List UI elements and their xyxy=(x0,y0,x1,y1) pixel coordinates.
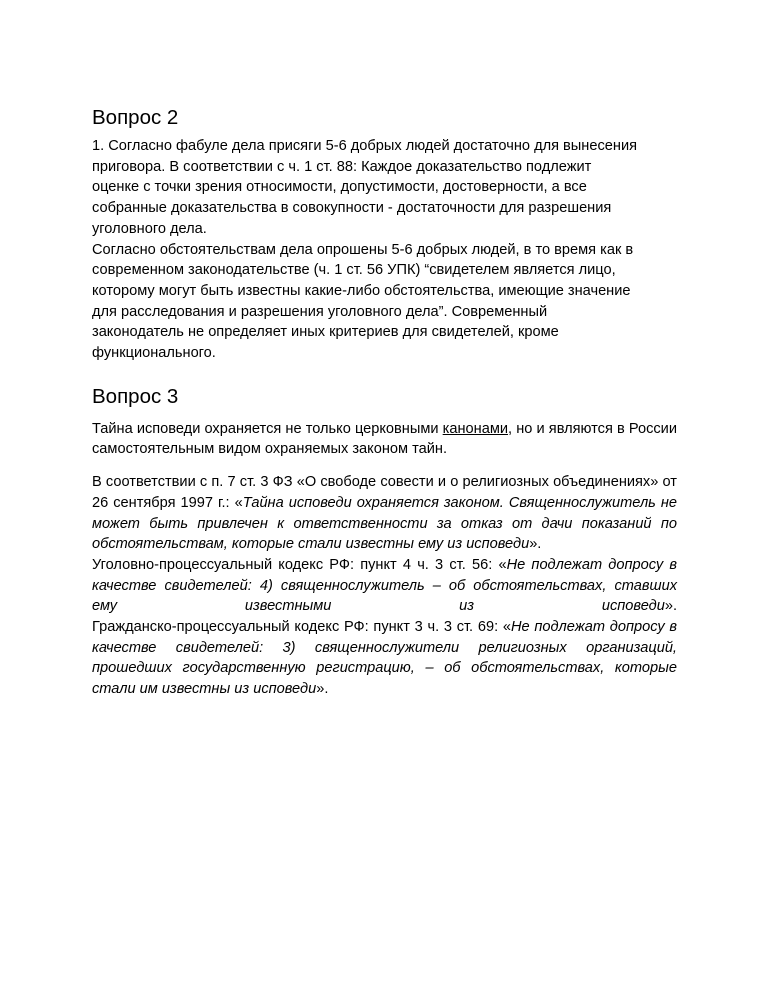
upk-text-after: ». xyxy=(664,598,677,615)
text-line: приговора. В соответствии с ч. 1 ст. 88: Каждое доказательство подлежит xyxy=(92,158,592,175)
upk-paragraph xyxy=(92,555,677,617)
text-line: собранные доказательства в совокупности - достаточности для разрешения xyxy=(92,200,612,217)
text-line: 1. Согласно фабуле дела присяги 5-6 добрых людей достаточно для вынесения xyxy=(92,138,637,154)
gpk-paragraph xyxy=(92,617,677,700)
text-line: которому могут быть известны какие-либо обстоятельства, имеющие значение xyxy=(92,282,631,299)
text-line: уголовного дела. xyxy=(92,220,207,237)
text-line: для расследования и разрешения уголовного дела”. Современный xyxy=(92,303,548,320)
heading-question-3: Вопрос 3 xyxy=(92,384,179,408)
text-line: функционального. xyxy=(92,345,216,362)
heading-question-2: Вопрос 2 xyxy=(92,106,179,129)
gpk-text-before: Гражданско-процессуальный кодекс РФ: пункт 3 ч. 3 ст. 69: « xyxy=(92,619,511,636)
text-line: оценке с точки зрения относимости, допустимости, достоверности, а все xyxy=(92,179,587,196)
text-line: законодатель не определяет иных критериев для свидетелей, кроме xyxy=(92,324,559,341)
question-2-body xyxy=(92,136,677,364)
text-line: Согласно обстоятельствам дела опрошены 5-6 добрых людей, в то время как в xyxy=(92,241,634,258)
fz-text-after: ». xyxy=(529,536,542,553)
text-line: современном законодательстве (ч. 1 ст. 56 УПК) “свидетелем является лицо, xyxy=(92,262,616,279)
fz-text-before: В соответствии с п. 7 ст. 3 ФЗ «О свободе совести и о религиозных объединениях» от 26 сентября 1997 г.: « xyxy=(92,474,677,511)
document-page xyxy=(92,104,677,700)
intro-paragraph xyxy=(92,419,677,460)
intro-text-before: Тайна исповеди охраняется не только церковными xyxy=(92,420,443,437)
canons-link[interactable]: канонами xyxy=(442,420,509,437)
fz-quote: Тайна исповеди охраняется законом. Священнослужитель не может быть привлечен к ответственности за отказ от дачи показаний по обстоятельствам, которые стали известны ему из исповеди xyxy=(92,494,677,553)
gpk-text-after: ». xyxy=(316,681,329,698)
upk-quote: Не подлежат допросу в качестве свидетелей: 4) священнослужитель – об обстоятельствах, ставших ему известными из исповеди xyxy=(92,556,677,615)
upk-text-before: Уголовно-процессуальный кодекс РФ: пункт 4 ч. 3 ст. 56: « xyxy=(92,556,507,573)
gpk-quote: Не подлежат допросу в качестве свидетелей: 3) священнослужители религиозных организаций, прошедших государственную регистрацию, – об обстоятельствах, которые стали им известны из исповеди xyxy=(92,619,677,698)
fz-paragraph xyxy=(92,472,677,555)
intro-text-after: , но и являются в России самостоятельным видом охраняемых законом тайн. xyxy=(92,420,677,458)
